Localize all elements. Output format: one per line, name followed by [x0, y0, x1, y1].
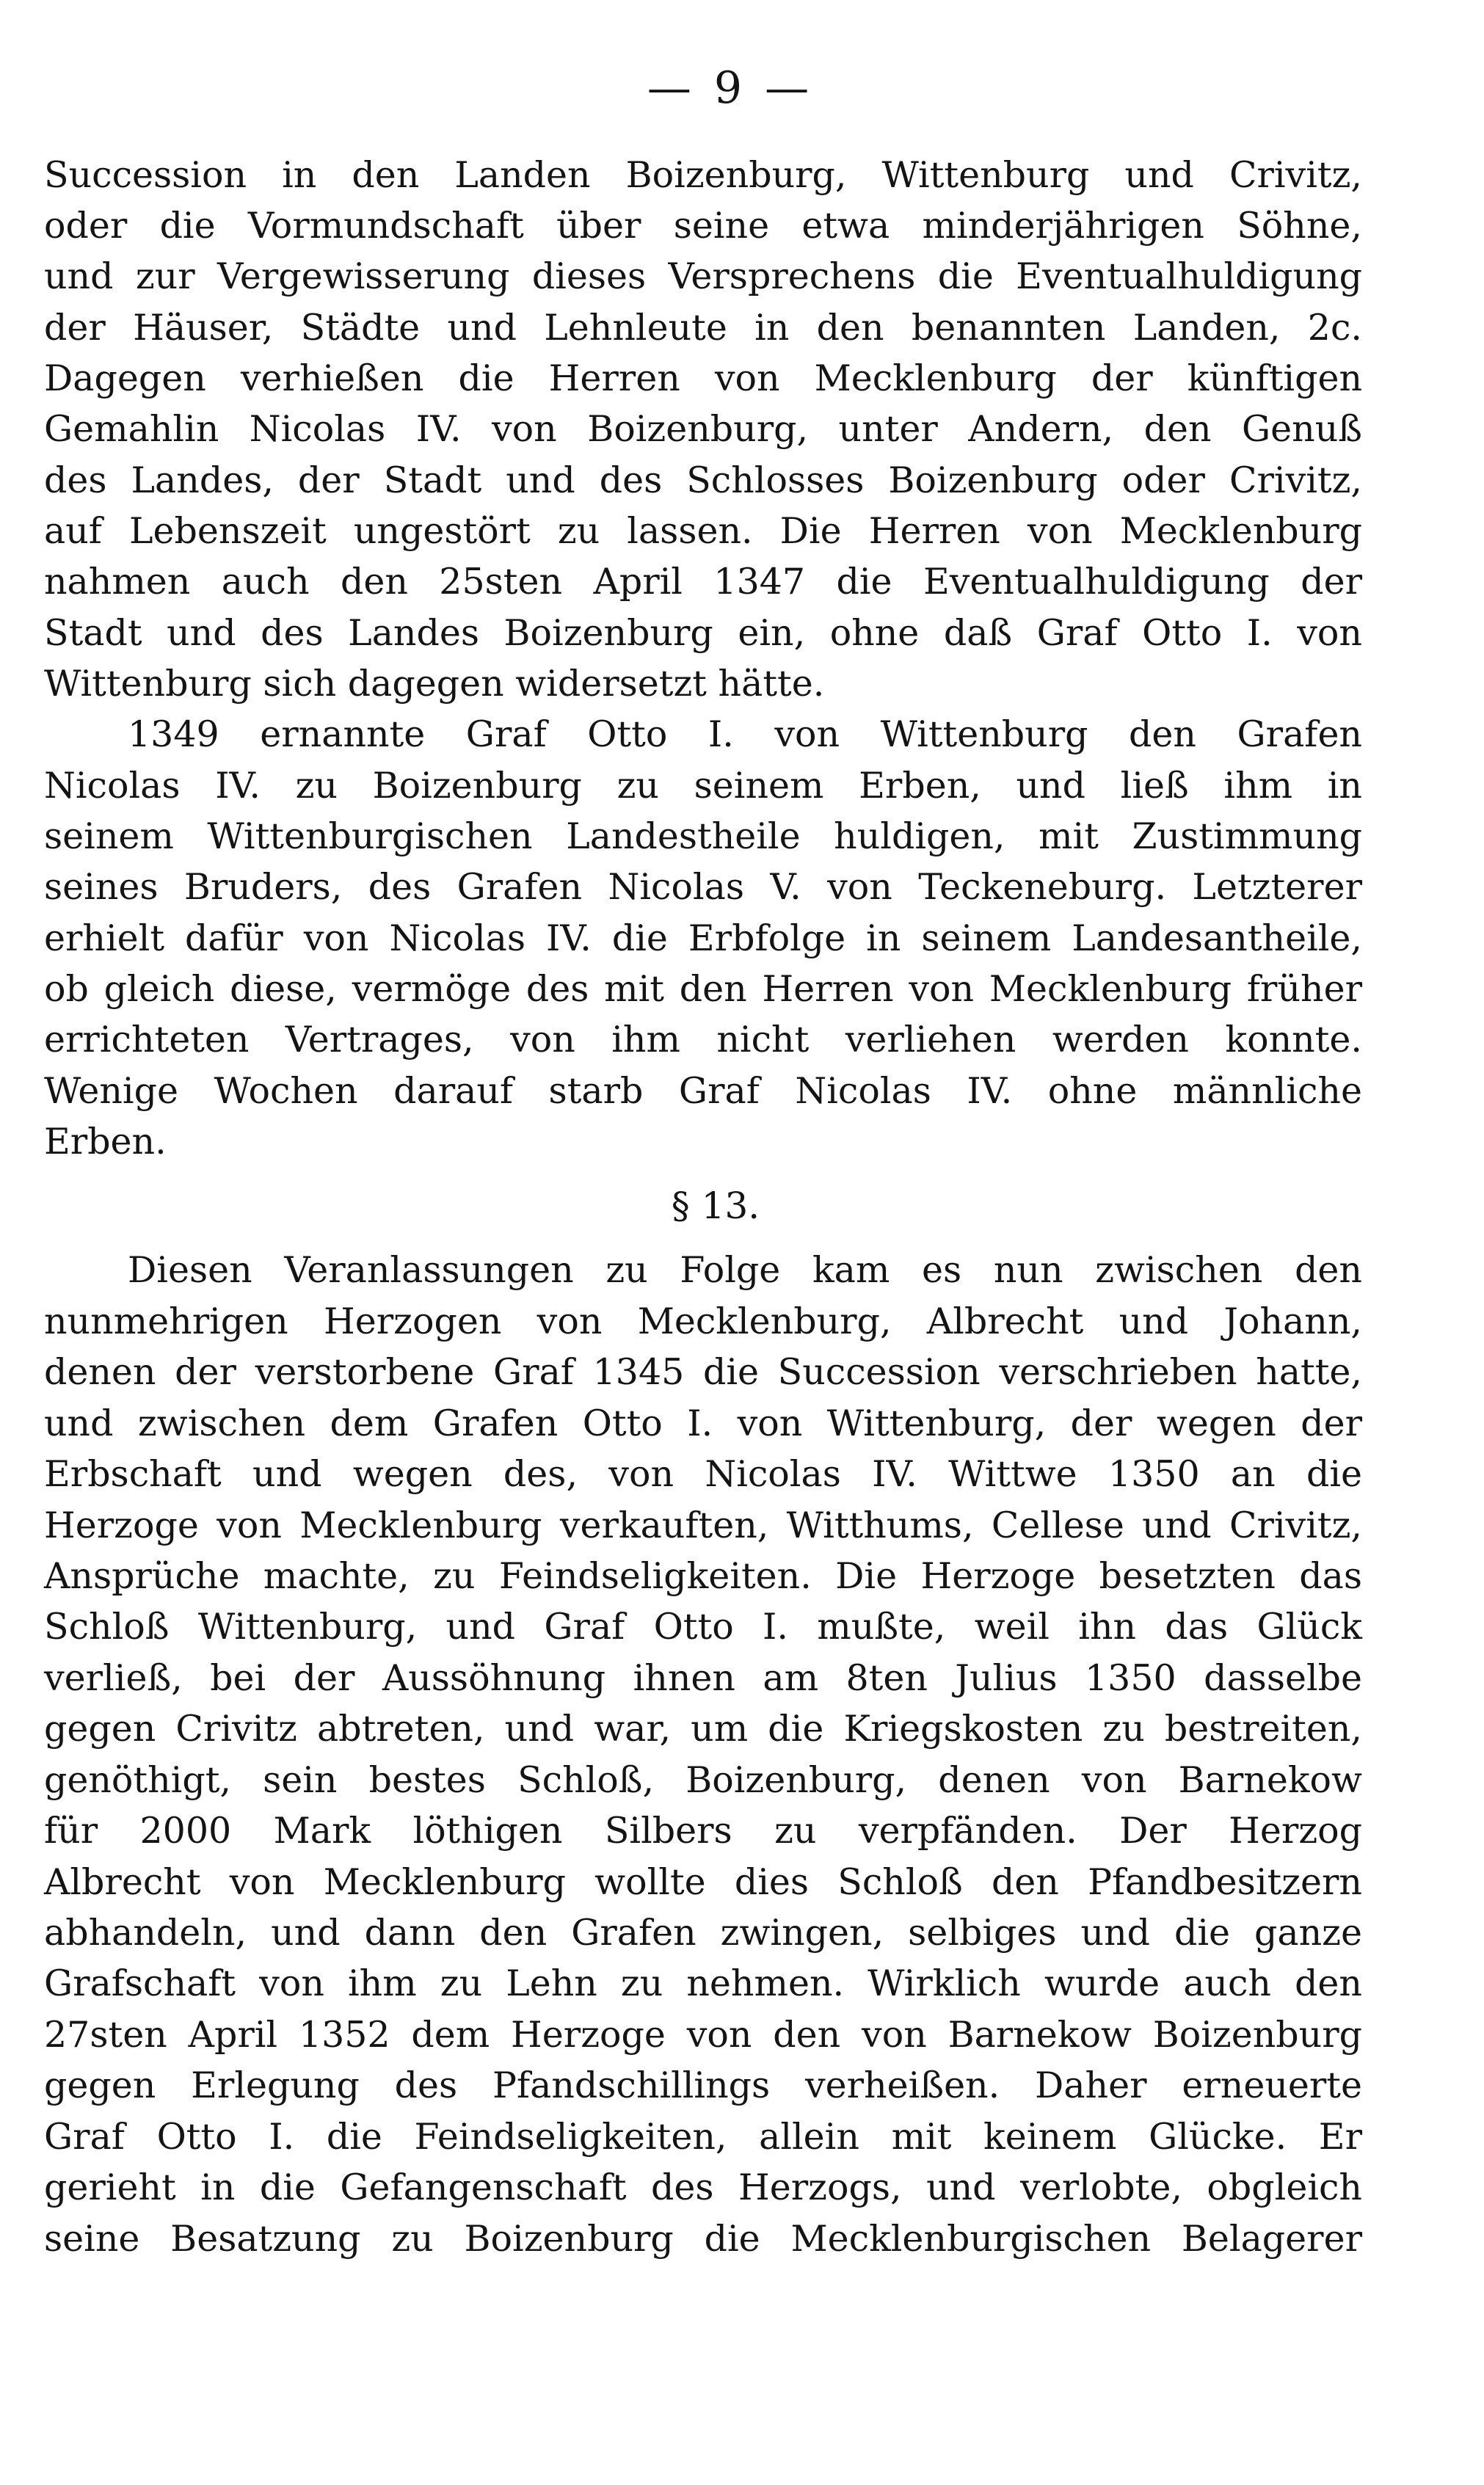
text-line: seines Bruders, des Grafen Nicolas V. von Teckeneburg. Letzterer [44, 866, 1362, 908]
text-line: Wittenburg sich dagegen widersetzt hätte. [44, 663, 825, 705]
text-line: Graf Otto I. die Feindseligkeiten, allein mit keinem Glücke. Er [44, 2116, 1362, 2158]
text-line: verließ, bei der Aussöhnung ihnen am 8ten Julius 1350 dasselbe [44, 1657, 1362, 1699]
text-line: denen der verstorbene Graf 1345 die Succession verschrieben hatte, [44, 1351, 1362, 1393]
text-line: Diesen Veranlassungen zu Folge kam es nun zwischen den [128, 1249, 1362, 1291]
text-line: erhielt dafür von Nicolas IV. die Erbfolge in seinem Landesantheile, [44, 917, 1362, 959]
text-line: der Häuser, Städte und Lehnleute in den benannten Landen, 2c. [44, 307, 1362, 349]
text-line: Succession in den Landen Boizenburg, Wittenburg und Crivitz, [44, 154, 1362, 196]
text-line: Erben. [44, 1121, 167, 1163]
text-line: nunmehrigen Herzogen von Mecklenburg, Albrecht und Johann, [44, 1300, 1362, 1342]
text-line: Stadt und des Landes Boizenburg ein, ohne daß Graf Otto I. von [44, 612, 1362, 654]
text-line: Albrecht von Mecklenburg wollte dies Schloß den Pfandbesitzern [44, 1861, 1362, 1903]
text-line: Nicolas IV. zu Boizenburg zu seinem Erben, und ließ ihm in [44, 765, 1362, 807]
text-line: errichteten Vertrages, von ihm nicht verliehen werden konnte. [44, 1019, 1362, 1060]
text-line: gegen Erlegung des Pfandschillings verheißen. Daher erneuerte [44, 2064, 1362, 2106]
text-line: und zur Vergewisserung dieses Versprechens die Eventualhuldigung [44, 255, 1362, 297]
text-line: genöthigt, sein bestes Schloß, Boizenburg, denen von Barnekow [44, 1759, 1362, 1801]
text-line: nahmen auch den 25sten April 1347 die Eventualhuldigung der [44, 561, 1362, 603]
text-line: oder die Vormundschaft über seine etwa minderjährigen Söhne, [44, 205, 1362, 247]
text-line: 1349 ernannte Graf Otto I. von Wittenburg den Grafen [128, 713, 1362, 755]
text-line: Wenige Wochen darauf starb Graf Nicolas IV. ohne männliche [44, 1070, 1362, 1112]
text-line: Dagegen verhießen die Herren von Mecklenburg der künftigen [44, 357, 1362, 399]
text-line: abhandeln, und dann den Grafen zwingen, selbiges und die ganze [44, 1912, 1362, 1954]
text-line: seine Besatzung zu Boizenburg die Mecklenburgischen Belagerer [44, 2218, 1362, 2260]
page-number: — 9 — [647, 62, 814, 114]
text-line: und zwischen dem Grafen Otto I. von Wittenburg, der wegen der [44, 1402, 1362, 1444]
text-line: Ansprüche machte, zu Feindseligkeiten. Die Herzoge besetzten das [44, 1555, 1362, 1597]
text-line: Gemahlin Nicolas IV. von Boizenburg, unter Andern, den Genuß [44, 408, 1362, 450]
text-line: ob gleich diese, vermöge des mit den Herren von Mecklenburg früher [44, 968, 1362, 1010]
text-line: für 2000 Mark löthigen Silbers zu verpfänden. Der Herzog [44, 1810, 1362, 1852]
text-line: gerieht in die Gefangenschaft des Herzogs, und verlobte, obgleich [44, 2166, 1362, 2208]
text-line: des Landes, der Stadt und des Schlosses Boizenburg oder Crivitz, [44, 459, 1362, 501]
section-heading: § 13. [671, 1185, 760, 1227]
text-line: seinem Wittenburgischen Landestheile huldigen, mit Zustimmung [44, 815, 1362, 857]
text-line: auf Lebenszeit ungestört zu lassen. Die Herren von Mecklenburg [44, 510, 1362, 552]
text-line: gegen Crivitz abtreten, und war, um die Kriegskosten zu bestreiten, [44, 1708, 1362, 1750]
text-line: Herzoge von Mecklenburg verkauften, Witthums, Cellese und Crivitz, [44, 1505, 1362, 1546]
text-line: 27sten April 1352 dem Herzoge von den von Barnekow Boizenburg [44, 2014, 1362, 2056]
text-line: Grafschaft von ihm zu Lehn zu nehmen. Wirklich wurde auch den [44, 1962, 1362, 2004]
text-line: Schloß Wittenburg, und Graf Otto I. mußte, weil ihn das Glück [44, 1606, 1362, 1648]
text-line: Erbschaft und wegen des, von Nicolas IV. Wittwe 1350 an die [44, 1453, 1362, 1495]
